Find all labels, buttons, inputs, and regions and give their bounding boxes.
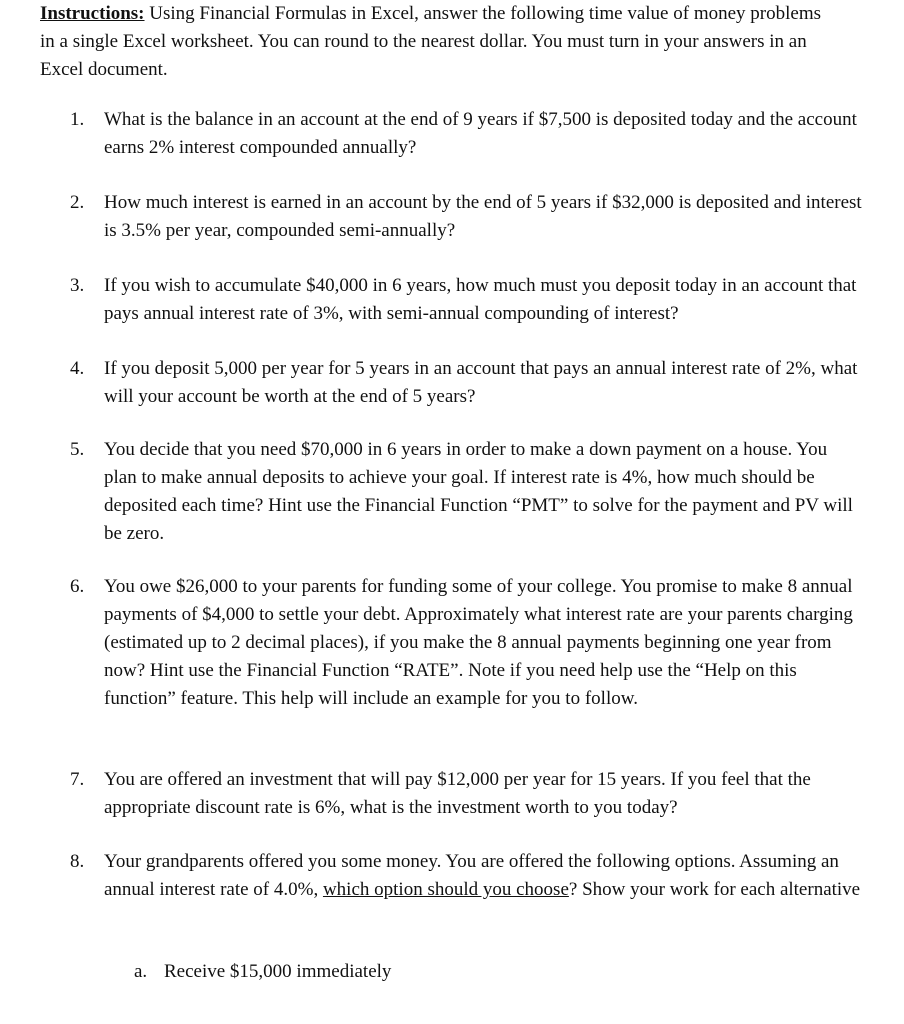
question-text: You owe $26,000 to your parents for funding some of your college. You promise to make 8 annual payments of $4,000 to settle your debt. Approximately what interest rate are your parents charging (estimated up to 2 decimal places), if you make the 8 annual payments beginning one year from now? Hint use the Financial Function “RATE”. Note if you need help use the “Help on this function” feature. This help will include an example for you to follow. xyxy=(104,576,853,709)
question-text: If you wish to accumulate $40,000 in 6 years, how much must you deposit today in an account that pays annual interest rate of 3%, with semi-annual compounding of interest? xyxy=(104,275,857,324)
question-text: You decide that you need $70,000 in 6 years in order to make a down payment on a house. You plan to make annual deposits to achieve your goal. If interest rate is 4%, how much should be deposited each time? Hint use the Financial Function “PMT” to solve for the payment and PV will be zero. xyxy=(104,439,853,544)
question-number: 5. xyxy=(70,439,85,460)
question-text: You are offered an investment that will pay $12,000 per year for 15 years. If you feel that the appropriate discount rate is 6%, what is the investment worth to you today? xyxy=(104,769,811,818)
instructions-label: Instructions: xyxy=(40,3,145,24)
instructions-paragraph xyxy=(40,0,840,84)
question-text xyxy=(104,848,864,904)
question-text-underlined: which option should you choose xyxy=(322,879,569,900)
option-text: Receive $15,000 immediately xyxy=(164,961,392,982)
question-text: What is the balance in an account at the end of 9 years if $7,500 is deposited today and the account earns 2% interest compounded annually? xyxy=(104,109,857,158)
option-letter: a. xyxy=(134,961,148,982)
question-text-part: ? Show your work for each alternative xyxy=(568,879,861,900)
question-number: 6. xyxy=(70,576,85,597)
question-text: If you deposit 5,000 per year for 5 years in an account that pays an annual interest rate of 2%, what will your account be worth at the end of 5 years? xyxy=(104,358,858,407)
question-number: 7. xyxy=(70,769,85,790)
question-number: 4. xyxy=(70,358,85,379)
question-number: 8. xyxy=(70,851,85,872)
question-number: 3. xyxy=(70,275,85,296)
question-text-part: Your grandparents offered you some money. You are offered the following options. Assuming an annual interest rate of 4.0%, xyxy=(104,851,839,900)
instructions-text: Using Financial Formulas in Excel, answer the following time value of money problems in a single Excel worksheet. You can round to the nearest dollar. You must turn in your answers in an Excel document. xyxy=(40,3,821,80)
question-number: 2. xyxy=(70,192,85,213)
question-text: How much interest is earned in an account by the end of 5 years if $32,000 is deposited and interest is 3.5% per year, compounded semi-annually? xyxy=(104,192,862,241)
question-number: 1. xyxy=(70,109,85,130)
